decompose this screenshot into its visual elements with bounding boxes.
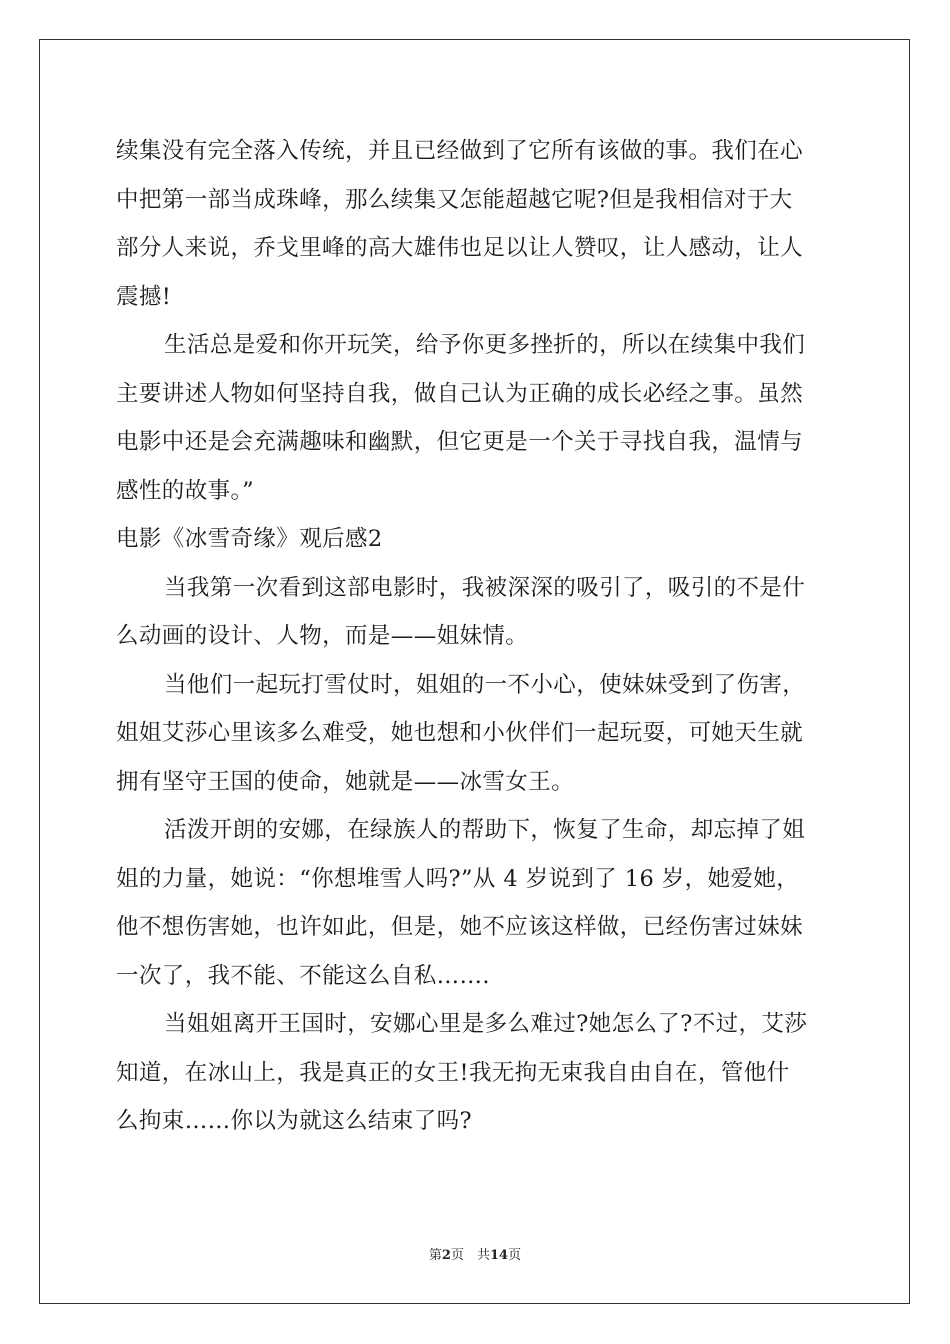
- text-line: 当姐姐离开王国时，安娜心里是多么难过?她怎么了?不过，艾莎: [164, 1011, 808, 1037]
- text-line: 震撼!: [116, 283, 172, 310]
- text-line: 中把第一部当成珠峰，那么续集又怎能超越它呢?但是我相信对于大: [116, 186, 793, 213]
- text-line: 续集没有完全落入传统，并且已经做到了它所有该做的事。我们在心: [116, 138, 804, 164]
- current-page-number: 2: [441, 1248, 451, 1263]
- text-line: 活泼开朗的安娜，在绿族人的帮助下，恢复了生命，却忘掉了姐: [164, 817, 806, 843]
- text-line: 姐的力量，她说：“你想堆雪人吗?”从 4 岁说到了 16 岁，她爱她，: [116, 865, 800, 892]
- footer-prefix: 第: [428, 1248, 442, 1263]
- text-line: 电影中还是会充满趣味和幽默，但它更是一个关于寻找自我，温情与: [116, 429, 804, 455]
- text-line: 感性的故事。”: [116, 477, 255, 504]
- text-line: 主要讲述人物如何坚持自我，做自己认为正确的成长必经之事。虽然: [116, 380, 804, 407]
- text-line: 当他们一起玩打雪仗时，姐姐的一不小心，使妹妹受到了伤害，: [164, 671, 806, 698]
- text-line: 知道，在冰山上，我是真正的女王!我无拘无束我自由自在，管他什: [116, 1059, 790, 1086]
- footer-suffix: 页: [508, 1248, 522, 1263]
- page-footer: [0, 1244, 950, 1263]
- text-line: 电影《冰雪奇缘》观后感2: [116, 526, 383, 552]
- total-page-number: 14: [489, 1248, 509, 1263]
- text-line: 生活总是爱和你开玩笑，给予你更多挫折的，所以在续集中我们: [164, 332, 806, 358]
- text-line: 么动画的设计、人物，而是——姐妹情。: [116, 623, 529, 649]
- text-line: 一次了，我不能、不能这么自私…….: [116, 962, 490, 989]
- text-line: 他不想伤害她，也许如此，但是，她不应该这样做，已经伤害过妹妹: [116, 914, 804, 940]
- text-line: 么拘束……你以为就这么结束了吗?: [116, 1108, 472, 1134]
- text-line: 拥有坚守王国的使命，她就是——冰雪女王。: [116, 768, 575, 795]
- text-line: 部分人来说，乔戈里峰的高大雄伟也足以让人赞叹，让人感动，让人: [116, 235, 804, 261]
- footer-middle: 页 共: [450, 1248, 490, 1263]
- text-line: 姐姐艾莎心里该多么难受，她也想和小伙伴们一起玩耍，可她天生就: [116, 720, 804, 746]
- document-body: [116, 127, 836, 1146]
- text-line: 当我第一次看到这部电影时，我被深深的吸引了，吸引的不是什: [164, 574, 806, 601]
